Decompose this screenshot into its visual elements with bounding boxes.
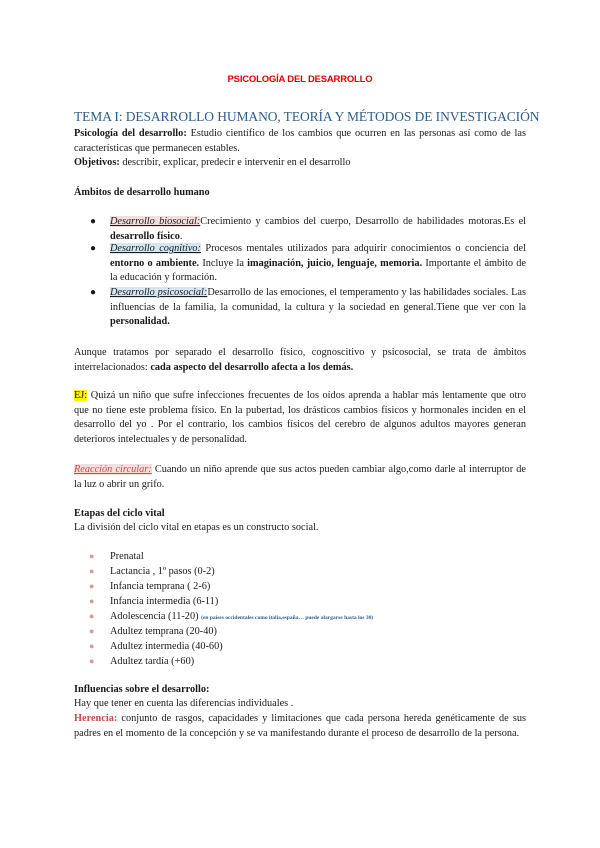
bullet-icon: ●	[89, 611, 95, 621]
ambito-label: Desarrollo biosocial:	[110, 216, 201, 227]
tema-heading: TEMA I: DESARROLLO HUMANO, TEORÍA Y MÉTODOS DE INVESTIGACIÓN	[74, 109, 540, 124]
ambito-bold: desarrollo físico	[110, 230, 180, 242]
etapas-heading: Etapas del ciclo vital	[74, 508, 165, 519]
ejemplo-label: EJ:	[74, 390, 88, 401]
etapa-label: Adultez intermedia (40-60)	[110, 641, 223, 652]
etapa-item	[89, 639, 223, 655]
influencias-intro: Hay que tener en cuenta las diferencias individuales .	[74, 698, 294, 709]
etapa-label: Adolescencia (11-20)	[110, 611, 199, 622]
bullet-icon: ●	[89, 641, 95, 651]
definicion-text: Estudio científico de los cambios que ocurren en las personas así como de las características que permanecen estables.	[74, 128, 526, 154]
ambito-label: Desarrollo cognitivo:	[110, 243, 201, 254]
ejemplo-text: Quizá un niño que sufre infecciones frecuentes de los oídos aprenda a hablar más lentamente que otro que no tiene este problema físico. En la pubertad, los drásticos cambios físicos y hormonales inciden en el desarrollo del yo . Por el contrario, los cambios físicos del cerebro de algunos adultos mayores generan deterioros intelectuales y de personalidad.	[74, 390, 526, 445]
adolescencia-note: (en países occidentales como italia,españa… puede alargarse hasta los 30)	[201, 615, 374, 621]
herencia-text: conjunto de rasgos, capacidades y limitaciones que cada persona hereda genéticamente de sus padres en el momento de la concepción y se va manifestando durante el proceso de desarrollo de la persona.	[74, 713, 526, 739]
etapa-item	[89, 549, 144, 565]
etapa-item	[89, 564, 215, 580]
objetivos-label: Objetivos:	[74, 157, 120, 168]
objetivos-text: describir, explicar, predecir e intervenir en el desarrollo	[119, 157, 351, 168]
ambito-text: Crecimiento y cambios del cuerpo, Desarrollo de habilidades motoras.Es el	[200, 216, 526, 227]
ambito-bold: entorno o ambiente.	[110, 257, 200, 269]
ambito-item-biosocial	[90, 215, 526, 244]
etapa-label: Infancia intermedia (6-11)	[110, 596, 219, 607]
ambito-item-psicosocial	[90, 286, 527, 330]
bullet-icon: ●	[89, 566, 95, 576]
etapa-label: Adultez temprana (20-40)	[110, 626, 217, 637]
ambito-text: Procesos mentales utilizados para adquirir conocimientos o conciencia del	[200, 243, 526, 254]
objetivos-paragraph	[74, 156, 526, 171]
bullet-icon: ●	[89, 656, 95, 666]
herencia-label: Herencia:	[74, 713, 118, 724]
ambitos-heading: Ámbitos de desarrollo humano	[74, 187, 210, 198]
ambito-text: Desarrollo de las emociones, el temperamento y las habilidades sociales. Las influencias de la familia, la comunidad, la cultura y la sociedad en general.Tiene que ver con la	[110, 287, 527, 313]
document-title-text: PSICOLOGÍA DEL DESARROLLO	[227, 74, 373, 85]
bullet-icon: ●	[90, 287, 97, 298]
etapa-label: Infancia temprana ( 2-6)	[110, 581, 211, 592]
etapa-item	[89, 624, 217, 640]
aunque-paragraph	[74, 346, 526, 375]
ambito-text-end: .	[179, 230, 183, 242]
bullet-icon: ●	[89, 626, 95, 636]
reaccion-label: Reacción circular:	[74, 464, 152, 475]
etapa-item	[89, 579, 211, 595]
etapa-label: Prenatal	[110, 551, 144, 562]
ambito-label: Desarrollo psicosocial:	[110, 287, 208, 298]
definicion-paragraph	[74, 127, 526, 156]
herencia-paragraph	[74, 712, 526, 741]
ambito-text-mid: Incluye la	[199, 257, 248, 269]
etapas-intro: La división del ciclo vital en etapas es un constructo social.	[74, 522, 319, 533]
influencias-heading: Influencias sobre el desarrollo:	[74, 684, 210, 695]
etapa-label: Lactancia , 1º pasos (0-2)	[110, 566, 215, 577]
reaccion-text: Cuando un niño aprende que sus actos pueden cambiar algo,como darle al interruptor de la luz o abrir un grifo.	[74, 464, 527, 490]
ambito-item-cognitivo	[90, 242, 526, 286]
aunque-text: Aunque tratamos por separado el desarrollo físico, cognoscitivo y psicosocial, se trata de ámbitos interrelacionados:	[74, 347, 526, 373]
ejemplo-paragraph	[74, 389, 526, 447]
ambito-bold: personalidad.	[110, 316, 170, 328]
ambito-bold-2: imaginación, juicio, lenguaje, memoria.	[247, 257, 423, 269]
etapa-item	[89, 654, 195, 670]
bullet-icon: ●	[89, 551, 95, 561]
bullet-icon: ●	[89, 581, 95, 591]
etapa-label: Adultez tardía (+60)	[110, 656, 195, 667]
bullet-icon: ●	[90, 216, 97, 227]
ambito-text-end: Importante el ámbito de la educación y formación.	[110, 257, 526, 284]
etapa-item	[89, 594, 219, 610]
reaccion-paragraph	[74, 463, 526, 492]
bullet-icon: ●	[89, 596, 95, 606]
bullet-icon: ●	[90, 243, 97, 254]
definicion-label: Psicología del desarrollo:	[74, 128, 187, 139]
aunque-bold: cada aspecto del desarrollo afecta a los demás.	[150, 361, 354, 373]
document-title	[0, 74, 600, 85]
